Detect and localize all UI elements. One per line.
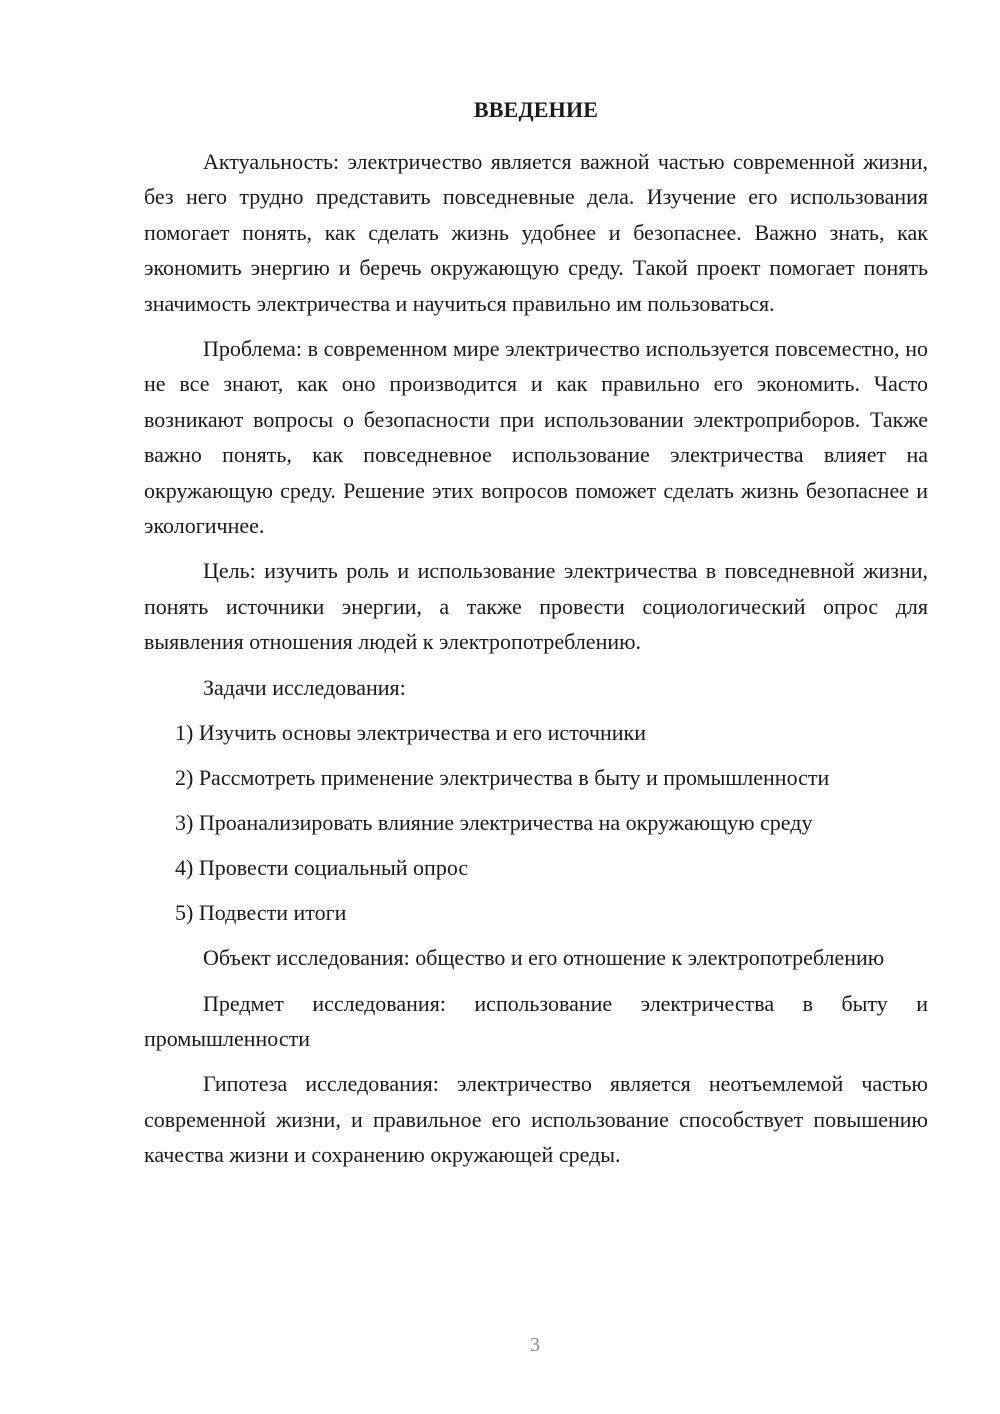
task-item: 4) Провести социальный опрос (175, 855, 469, 881)
page-content (144, 94, 928, 1183)
task-item: 3) Проанализировать влияние электричества на окружающую среду (175, 810, 813, 836)
task-list (144, 715, 928, 930)
page-number: 3 (530, 1334, 540, 1356)
task-item: 1) Изучить основы электричества и его источники (175, 720, 647, 746)
task-item: 2) Рассмотреть применение электричества в быту и промышленности (175, 765, 830, 791)
tasks-heading: Задачи исследования: (203, 674, 406, 700)
hypothesis-paragraph: Гипотеза исследования: электричество является неотъемлемой частью современной жизни, и правильное его использование способствует повышению качества жизни и сохранению окружающей среды. (144, 1071, 928, 1168)
task-item: 5) Подвести итоги (175, 900, 347, 926)
section-title: ВВЕДЕНИЕ (473, 97, 599, 122)
research-object-paragraph: Объект исследования: общество и его отношение к электропотреблению (203, 945, 885, 971)
relevance-paragraph: Актуальность: электричество является важной частью современной жизни, без него трудно представить повседневные дела. Изучение его использования помогает понять, как сделать жизнь удобнее и безопаснее. Важно знать, как экономить энергию и беречь окружающую среду. Такой проект помогает понять значимость электричества и научиться правильно им пользоваться. (144, 149, 928, 316)
problem-paragraph: Проблема: в современном мире электричество используется повсеместно, но не все знают, как оно производится и как правильно его экономить. Часто возникают вопросы о безопасности при использовании электроприборов. Также важно понять, как повседневное использование электричества влияет на окружающую среду. Решение этих вопросов поможет сделать жизнь безопаснее и экологичнее. (144, 336, 928, 539)
goal-paragraph: Цель: изучить роль и использование электричества в повседневной жизни, понять источники энергии, а также провести социологический опрос для выявления отношения людей к электропотреблению. (144, 558, 928, 655)
research-subject-paragraph: Предмет исследования: использование электричества в быту и промышленности (144, 990, 928, 1051)
